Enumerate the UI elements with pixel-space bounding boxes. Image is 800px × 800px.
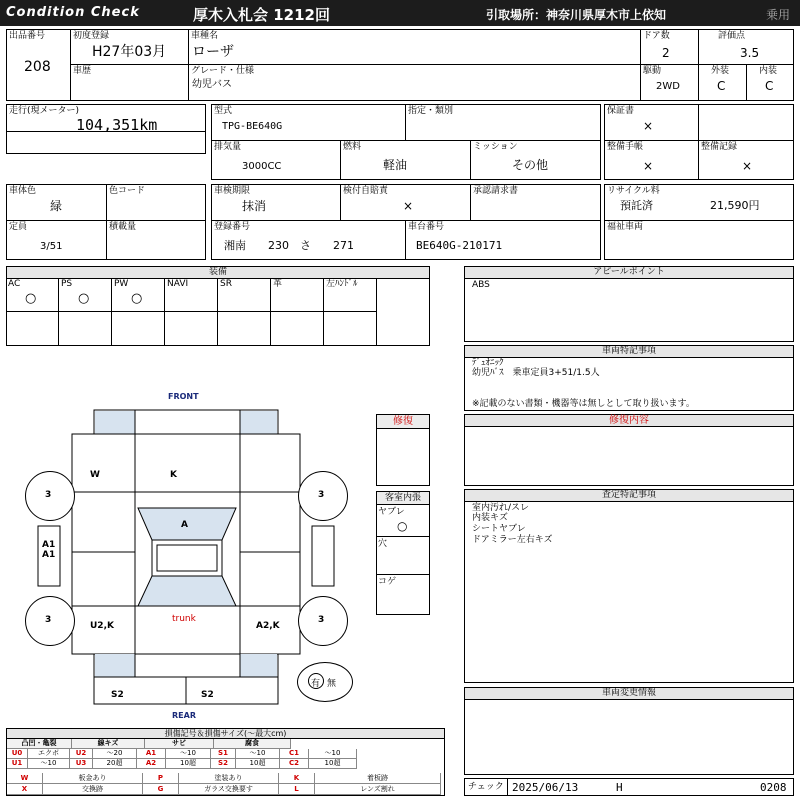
inspection-notes-title: 査定特記事項 [465,490,793,502]
tire-depth: 3 [318,615,325,625]
welfare-label: 福祉車両 [607,222,644,232]
warranty-label: 保証書 [607,106,635,116]
app-title: Condition Check [6,5,140,20]
appeal-title: アピールポイント [465,267,793,279]
model-value: TPG-BE640G [222,121,283,132]
header-bar [0,0,800,26]
legend-desc: 10超 [236,759,280,769]
rear-label: REAR [172,711,196,720]
doors-value: 2 [662,46,670,60]
warranty-value: × [643,119,654,133]
damage-mark-s2-left: S2 [111,690,124,700]
legend-code: C1 [280,749,309,759]
service-label: 整備記録 [701,142,738,152]
first-reg-value: H27年03月 [92,44,167,60]
inspect-line: ドアミラー左右キズ [472,535,553,545]
spare-yes: 有 [311,679,321,689]
equipment-label: PS [61,279,73,289]
model-label: 型式 [214,106,233,116]
mission-label: ミッション [473,142,518,152]
interior-box-title: 客室内張 [376,491,430,505]
equipment-cell [271,279,324,346]
legend-code: A2 [137,759,166,769]
service-value: × [742,159,753,173]
legend-code: P [143,773,179,784]
legend-desc: 〜10 [309,749,357,759]
mileage-label: 走行(現メーター) [9,106,80,116]
load-label: 積載量 [109,222,137,232]
inspection-notes-panel [464,489,794,683]
recycle-fee: 21,590円 [710,199,760,212]
change-info-title: 車両変更情報 [465,688,793,700]
inspection-value: 抹消 [242,199,267,213]
legend-desc: 着板跡 [315,773,441,784]
legend-desc: 10超 [309,759,357,769]
spare-none: 無 [327,679,337,689]
score-value: 3.5 [740,46,760,60]
legend-desc: 〜10 [28,759,70,769]
equipment-cell [218,279,271,346]
displacement-label: 排気量 [214,142,242,152]
notes-line-1: ﾃﾞｭｵﾆｯｸ [472,358,504,368]
drive-value: 2WD [656,81,680,92]
exterior-label: 外装 [711,66,730,76]
equipment-cell [59,279,112,346]
lot-number: 208 [24,59,51,75]
legend-code: W [7,773,43,784]
grade-label: グレード・仕様 [191,66,255,76]
manual-value: × [643,159,654,173]
doors-label: ドア数 [643,31,670,41]
mission-value: その他 [512,158,549,172]
legend-desc: 20超 [93,759,137,769]
check-label: チェック [468,782,504,792]
equipment-cell [324,279,377,346]
tire-depth: 3 [45,615,52,625]
legend-desc: 板金あり [43,773,143,784]
drive-label: 駆動 [643,66,662,76]
legend-code: S1 [211,749,236,759]
tire-depth: 3 [318,490,325,500]
fuel-label: 燃料 [343,142,362,152]
legend-category: 凸凹・亀裂 [7,739,72,749]
interior-label: 内装 [759,66,778,76]
interior-mark: ○ [397,519,408,533]
repair-title: 修復内容 [465,415,793,427]
equipment-cell [112,279,165,346]
lot-label: 出品番号 [9,31,46,41]
equipment-label: 革 [273,279,283,289]
mileage-value: 104,351km [76,116,158,134]
plate-label: 登録番号 [214,222,251,232]
damage-mark-a2k: A2,K [256,621,280,631]
damage-mark-a1: A1 A1 [42,540,56,560]
legend-category: 線キズ [72,739,145,749]
legend-code: G [143,784,179,795]
legend-desc: 〜10 [166,749,211,759]
car-name-label: 車種名 [191,31,219,41]
legend-code: C2 [280,759,309,769]
grade-value: 幼児バス [192,79,232,90]
capacity-value: 3/51 [40,241,63,252]
legend-category: サビ [145,739,214,749]
legend-code: K [279,773,315,784]
check-date: 2025/06/13 [512,781,579,794]
legend-desc: 10超 [166,759,211,769]
pickup-location: 引取場所：神奈川県厚木市上依知 [486,8,667,22]
chassis-value: BE640G-210171 [416,239,503,252]
manual-label: 整備手帳 [607,142,644,152]
equipment-label: SR [220,279,232,289]
damage-mark-k: K [170,470,177,480]
insurance-label: 検付自賠責 [343,186,389,196]
notes-line-3: ※記載のない書類・機器等は無しとして取り扱います。 [472,399,695,409]
claim-label: 承認請求書 [473,186,519,196]
legend-code: L [279,784,315,795]
legend-code: U2 [70,749,93,759]
displacement-value: 3000CC [242,161,282,172]
equipment-label: AC [8,279,21,289]
equipment-cell [165,279,218,346]
plate-value: 湘南 230 さ 271 [224,239,354,252]
legend-code: U1 [7,759,28,769]
capacity-label: 定員 [9,222,28,232]
legend-code: S2 [211,759,236,769]
equipment-cell [6,279,59,346]
change-info-panel [464,687,794,775]
inspection-label: 車検期限 [214,186,251,196]
notes-line-2: 幼児ﾊﾞｽ 乗車定員3+51/1.5人 [472,368,600,378]
legend-code: U3 [70,759,93,769]
category-label: 乗用 [766,8,791,22]
legend-desc: 〜10 [236,749,280,759]
legend-desc: レンズ割れ [315,784,441,795]
tire-depth: 3 [45,490,52,500]
equipment-label: NAVI [167,279,189,289]
auction-title: 厚木入札会 1212回 [193,6,330,24]
history-label: 車歴 [73,66,92,76]
fuel-value: 軽油 [383,158,408,172]
legend-code: U0 [7,749,28,759]
exterior-grade: C [717,79,726,93]
interior-grade: C [765,79,774,93]
equipment-mark: ○ [78,291,90,306]
front-label: FRONT [168,392,199,401]
chassis-label: 車台番号 [408,222,445,232]
colorcode-label: 色コード [109,186,146,196]
insurance-value: × [403,199,414,213]
interior-label: コゲ [378,577,397,587]
legend-title: 損傷記号＆損傷サイズ(〜最大cm) [7,729,444,739]
damage-mark-a: A [181,520,188,530]
inspect-line: シートヤブレ [472,524,526,534]
appeal-text: ABS [472,280,490,290]
equipment-mark: ○ [25,291,37,306]
car-name: ローザ [192,44,234,60]
check-grade: H [616,781,623,794]
recycle-status: 預託済 [620,199,653,212]
inspect-line: 室内汚れ/スレ [472,503,530,513]
legend-code: X [7,784,43,795]
designation-label: 指定・類別 [408,106,454,116]
legend-desc: 〜20 [93,749,137,759]
check-number: 0208 [760,781,787,794]
legend-desc: ガラス交換要す [179,784,279,795]
inspect-line: 内装キズ [472,513,508,523]
color-value: 緑 [50,199,63,213]
score-label: 評価点 [718,31,746,41]
repair-box-title: 修復 [376,414,430,429]
legend-code: A1 [137,749,166,759]
equipment-mark: ○ [131,291,143,306]
spare-tire-indicator [297,662,353,702]
recycle-label: リサイクル料 [607,186,660,196]
notes-title: 車両特記事項 [465,346,793,358]
trunk-label: trunk [172,614,196,624]
legend-desc: 塗装あり [179,773,279,784]
legend-desc: エクボ [28,749,70,759]
equipment-label: 左ﾊﾝﾄﾞﾙ [326,279,358,289]
legend-category: 腐食 [214,739,291,749]
damage-mark-w: W [90,470,100,480]
legend-desc: 交換跡 [43,784,143,795]
damage-mark-s2-right: S2 [201,690,214,700]
damage-mark-u2k: U2,K [90,621,114,631]
color-label: 車体色 [9,186,37,196]
interior-label: ヤブレ [378,507,405,517]
first-reg-label: 初度登録 [73,31,110,41]
equipment-title: 装備 [7,267,429,279]
interior-label: 穴 [378,539,388,549]
equipment-label: PW [114,279,129,289]
